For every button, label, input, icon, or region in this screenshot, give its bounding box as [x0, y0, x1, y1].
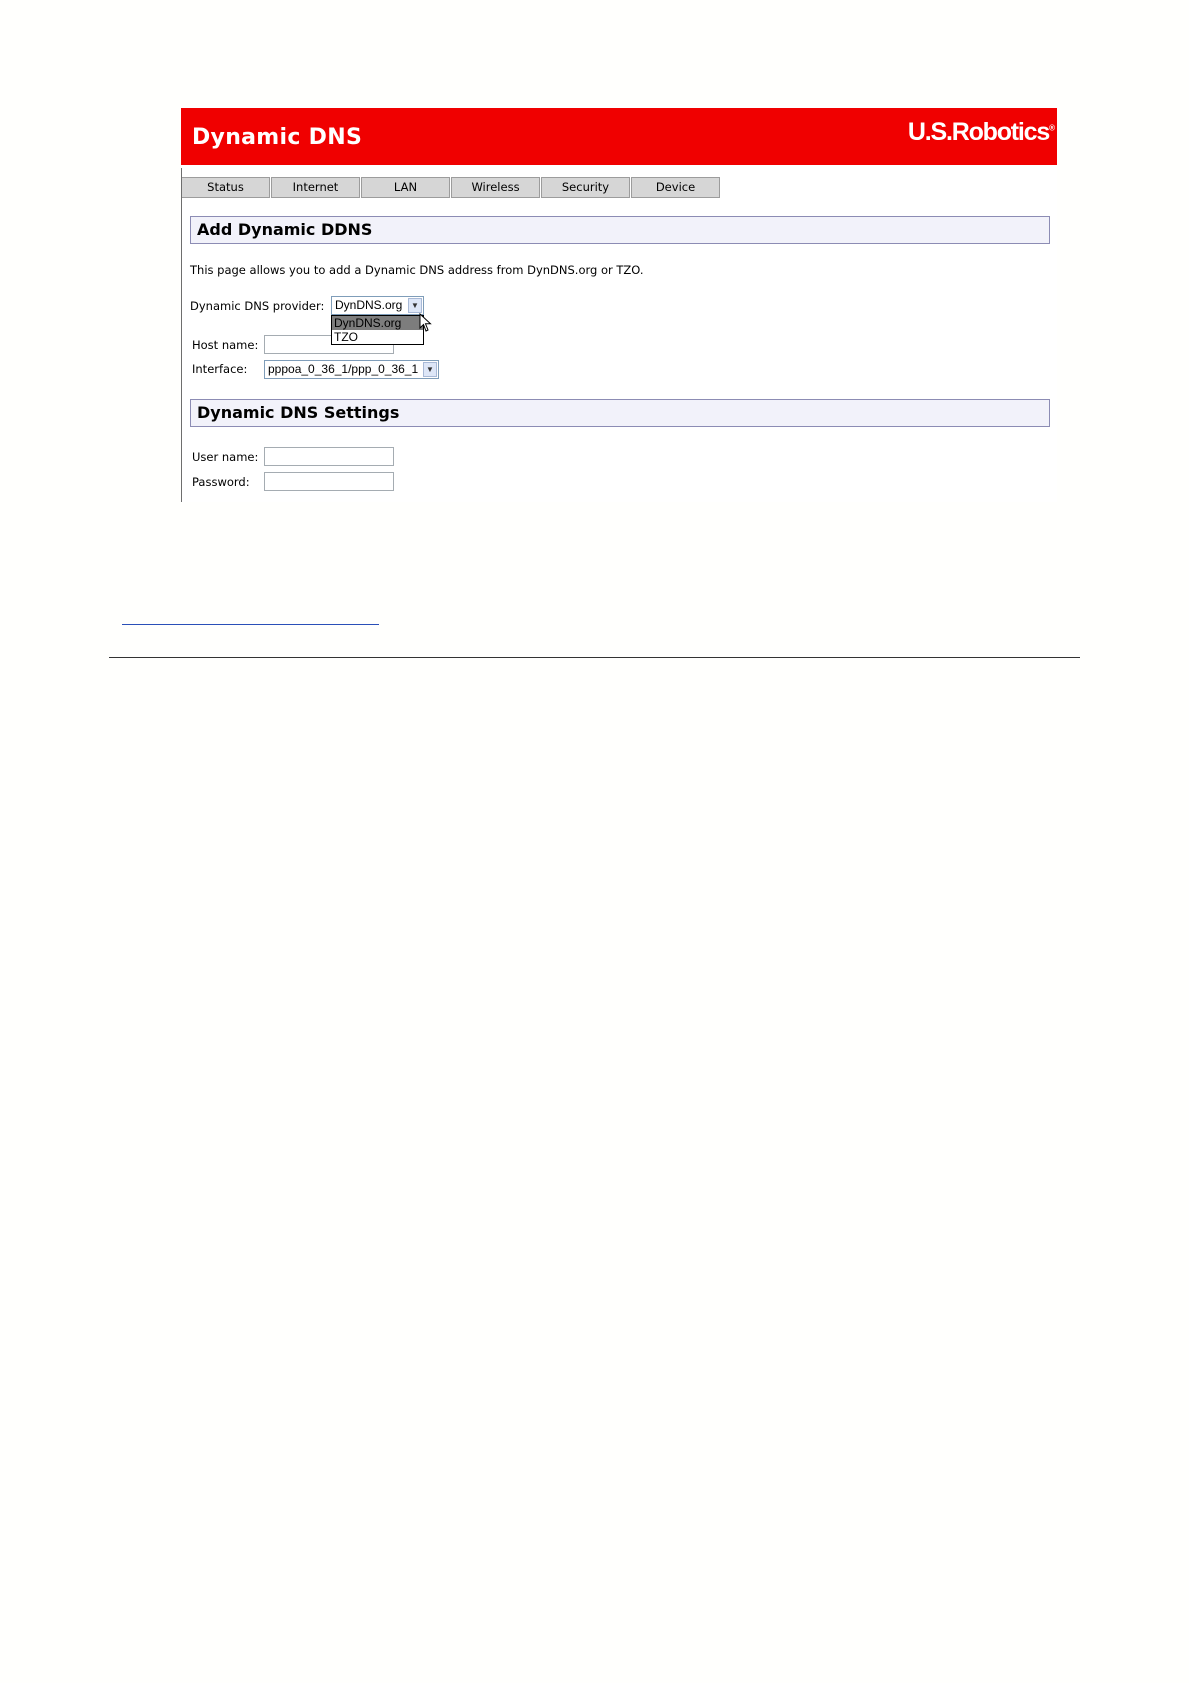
- nav-tabs: [181, 177, 721, 198]
- provider-option-dyndns[interactable]: DynDNS.org: [332, 316, 423, 330]
- chevron-down-icon[interactable]: ▼: [408, 298, 422, 313]
- password-label: Password:: [192, 475, 250, 489]
- tab-wireless[interactable]: Wireless: [451, 177, 540, 198]
- provider-dropdown-list: [331, 315, 424, 345]
- router-screenshot: [181, 106, 1057, 502]
- password-input[interactable]: [264, 472, 394, 491]
- provider-label: Dynamic DNS provider:: [190, 299, 325, 313]
- tab-device[interactable]: Device: [631, 177, 720, 198]
- tab-lan[interactable]: LAN: [361, 177, 450, 198]
- page-title: Dynamic DNS: [192, 125, 363, 150]
- page-divider: [109, 657, 1080, 658]
- brand-name: U.S.Robotics: [907, 118, 1050, 146]
- tab-status[interactable]: Status: [181, 177, 270, 198]
- page-description: This page allows you to add a Dynamic DNS address from DynDNS.org or TZO.: [190, 263, 644, 277]
- tab-security[interactable]: Security: [541, 177, 630, 198]
- user-name-label: User name:: [192, 450, 259, 464]
- interface-select[interactable]: [264, 360, 439, 379]
- ddns-settings-heading: Dynamic DNS Settings: [190, 399, 1050, 427]
- page-header: [181, 108, 1057, 165]
- chevron-down-icon[interactable]: ▼: [423, 362, 437, 377]
- provider-select[interactable]: [331, 296, 424, 315]
- provider-option-tzo[interactable]: TZO: [334, 330, 358, 344]
- interface-label: Interface:: [192, 362, 248, 376]
- add-ddns-heading: Add Dynamic DDNS: [190, 216, 1050, 244]
- provider-selected-value: DynDNS.org: [335, 298, 403, 312]
- interface-selected-value: pppoa_0_36_1/ppp_0_36_1: [268, 362, 419, 376]
- brand-mark: ®: [1049, 123, 1055, 133]
- host-name-label: Host name:: [192, 338, 259, 352]
- usrobotics-logo: [908, 118, 1055, 147]
- link-underline: [122, 624, 379, 625]
- user-name-input[interactable]: [264, 447, 394, 466]
- mouse-pointer-icon: [419, 313, 432, 333]
- frame-edge: [181, 168, 182, 502]
- tab-internet[interactable]: Internet: [271, 177, 360, 198]
